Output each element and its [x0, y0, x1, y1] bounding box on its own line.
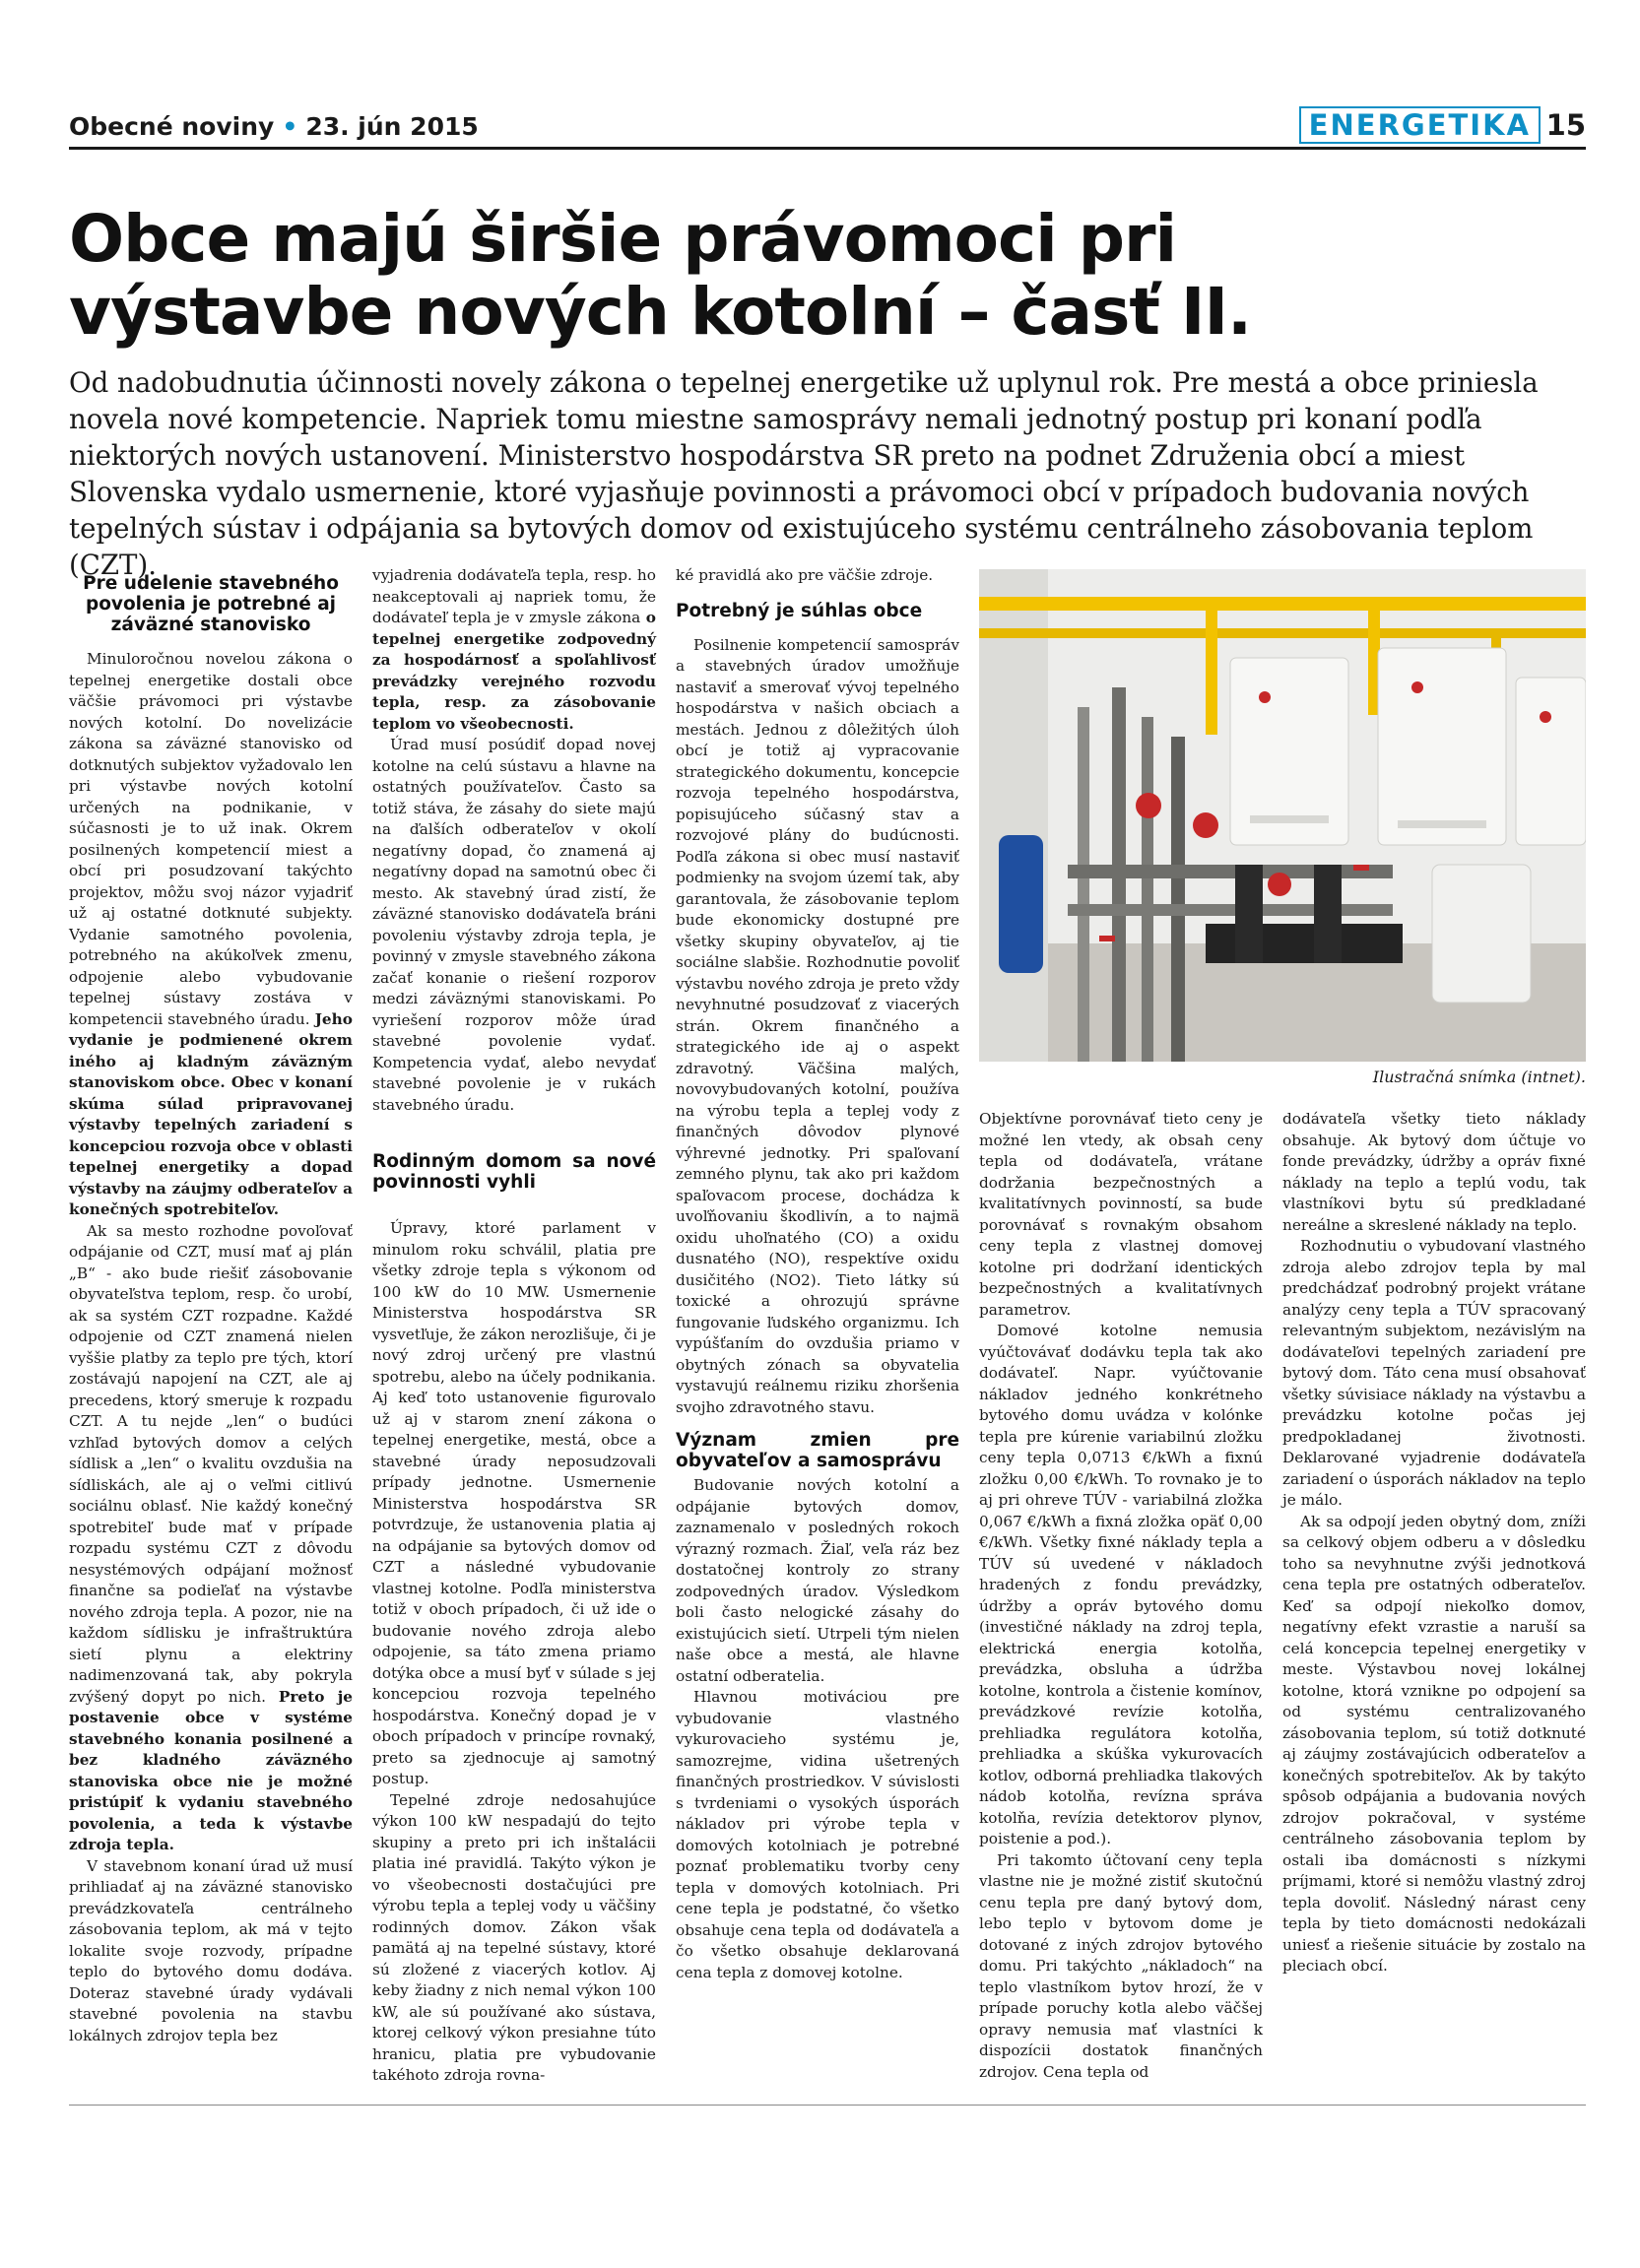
- headline-line-1: Obce majú širšie právomoci pri: [69, 201, 1177, 277]
- paragraph: Úrad musí posúdiť dopad novej kotolne na celú sústavu a hlavne na ostatných používateľov. Často sa totiž stáva, že zásahy do siete majú na ďalších odberateľov v okolí negatívny dopad, čo znamená aj negatívny dopad na samotnú obec či mesto. Ak stavebný úrad zistí, že záväzné stanovisko dodávateľa bráni povoleniu výstavby zdroja tepla, je povinný v zmysle stavebného zákona začať konanie o riešení rozporov medzi záväznými stanoviskami. Po vyriešení rozporov môže úrad stavebné povolenie vydať. Kompetencia vydať, alebo nevydať stavebné povolenie je v rukách stavebného úradu.: [372, 736, 656, 1114]
- newspaper-masthead: [69, 112, 479, 141]
- paragraph: Ak sa mesto rozhodne povoľovať odpájanie od CZT, musí mať aj plán „B“ - ako bude riešiť zásobovanie obyvateľstva teplom, resp. čo urobí, ak sa systém CZT rozpadne. Každé odpojenie od CZT znamená nielen vyššie platby za teplo pre tých, ktorí zostávajú napojení na CZT, ale aj precedens, ktorý smeruje k rozpadu CZT. A tu nejde „len“ o budúci vzhľad bytových domov a celých sídlisk a „len“ o kvalitu ovzdušia na sídliskách, ale aj o veľmi citlivú sociálnu oblasť. Nie každý konečný spotrebiteľ bude mať v prípade rozpadu systému CZT z dôvodu nesystémových odpájaní možnosť finančne sa podieľať na výstavbe nového zdroja tepla. A pozor, nie na každom sídlisku je infraštruktúra sietí plynu a elektriny nadimenzovaná tak, aby pokryla zvýšený dopyt po nich. Preto je postavenie obce v systéme stavebného konania posilnené a bez kladného záväzného stanoviska obce nie je možné pristúpiť k vydaniu stavebného povolenia, a teda k výstavbe zdroja tepla.: [69, 1221, 354, 1853]
- subhead-significance: Význam zmien pre obyvateľov a samosprávu: [676, 1430, 959, 1471]
- article-lead: Od nadobudnutia účinnosti novely zákona o tepelnej energetike už uplynul rok. Pre mestá a obce priniesla novela nové kompetencie. Napriek tomu miestne samosprávy nemali jednotný postup pri konaní podľa niektorých nových ustanovení. Ministerstvo hospodárstva SR preto na podnet Združenia obcí a miest Slovenska vydalo usmernenie, ktoré vyjasňuje povinnosti a právomoci obcí v prípadoch budovania nových tepelných sústav i odpájania sa bytových domov od existujúceho systému centrálneho zásobovania teplom (CZT).: [69, 366, 1539, 581]
- article-column-5: [1282, 1109, 1586, 1977]
- newspaper-name: Obecné noviny: [69, 112, 275, 141]
- paragraph: V stavebnom konaní úrad už musí prihliadať aj na záväzné stanovisko prevádzkovateľa centrálneho zásobovania teplom, ak má v tejto lokalite svoje rozvody, prípadne teplo do bytového domu dodáva. Doteraz stavebné úrady vydávali stavebné povolenia na stavbu lokálnych zdrojov tepla bez: [69, 1856, 353, 2044]
- emphasis: Preto je postavenie obce v systéme stavebného konania posilnené a bez kladného záväzného stanoviska obce nie je možné pristúpiť k vydaniu stavebného povolenia, a teda k výstavbe zdroja tepla.: [69, 1687, 354, 1853]
- paragraph: dodávateľa všetky tieto náklady obsahuje. Ak bytový dom účtuje vo fonde prevádzky, údržby a opráv fixné náklady na teplo a teplú vodu, tak vlastníkovi bytu sú predkladané nereálne a skreslené náklady na teplo.: [1282, 1110, 1586, 1234]
- subhead-municipal-consent: Potrebný je súhlas obce: [676, 600, 923, 621]
- separator-dot: •: [282, 112, 298, 141]
- paragraph: Úpravy, ktoré parlament v minulom roku schválil, platia pre všetky zdroje tepla s výkonom od 100 kW do 10 MW. Usmernenie Ministerstva hospodárstva SR vysvetľuje, že zákon nerozlišuje, či je nový zdroj určený pre vlastnú spotrebu, alebo na účely podnikania. Aj keď toto ustanovenie figurovalo už aj v starom znení zákona o tepelnej energetike, mestá, obce a stavebné úrady neposudzovali prípady jednotne. Usmernenie Ministerstva hospodárstva SR potvrdzuje, že ustanovenia platia aj na odpájanie sa bytových domov od CZT a následné vybudovanie vlastnej kotolne. Podľa ministerstva totiž v oboch prípadoch, či už ide o budovanie nového zdroja alebo odpojenie, sa táto zmena priamo dotýka obce a musí byť v súlade s jej koncepciou rozvoja tepelného hospodárstva. Konečný dopad je v oboch prípadoch v princípe rovnaký, preto sa zjednocuje aj samotný postup.: [372, 1219, 656, 1787]
- article-column-1: [69, 565, 353, 2046]
- paragraph: Posilnenie kompetencií samospráv a stavebných úradov umožňuje nastaviť a smerovať vývoj tepelného hospodárstva v našich obciach a mestách. Jednou z dôležitých úloh obcí je totiž aj vypracovanie strategického dokumentu, koncepcie rozvoja tepelného hospodárstva, popisujúceho súčasný stav a rozvojové plány do budúcnosti. Podľa zákona si obec musí nastaviť podmienky na svojom území tak, aby garantovala, že zásobovanie teplom bude ekonomicky dostupné pre všetky skupiny obyvateľov, aj tie sociálne slabšie. Rozhodnutie povoliť výstavbu nového zdroja je preto vždy nevyhnutné posudzovať z viacerých strán. Okrem finančného a strategického ide aj o aspekt zdravotný. Väčšina malých, novovybudovaných kotolní, používa na výrobu tepla a teplej vody z finančných dôvodov plynové výhrevné jednotky. Pri spaľovaní zemného plynu, tak ako pri každom spaľovacom procese, dochádza k uvoľňovaniu škodlivín, a to najmä oxidu uhoľnatého (CO) a oxidu dusnatého (NO), respektíve oxidu dusičitého (NO2). Tieto látky sú toxické a ohrozujú správne fungovanie ľudského organizmu. Ich vypúšťaním do ovzdušia priamo v obytných zónach sa obyvatelia vystavujú reálnemu riziku zhoršenia svojho zdravotného stavu.: [676, 635, 959, 1416]
- paragraph: ké pravidlá ako pre väčšie zdroje.: [676, 566, 934, 584]
- paragraph: Budovanie nových kotolní a odpájanie bytových domov, zaznamenalo v posledných rokoch výrazný rozmach. Žiaľ, veľa ráz bez dostatočnej kontroly zo strany zodpovedných úradov. Výsledkom boli často nelogické zásahy do existujúcich sietí. Utrpeli tým nielen naše obce a mestá, ale hlavne ostatní odberatelia.: [676, 1476, 959, 1685]
- paragraph: Rozhodnutiu o vybudovaní vlastného zdroja alebo zdrojov tepla by mal predchádzať podrobný projekt vrátane analýzy ceny tepla a TÚV spracovaný relevantným subjektom, nezávislým na dodávateľovi tepelných zariadení pre bytový dom. Táto cena musí obsahovať všetky súvisiace náklady na výstavbu a prevádzku kotolne počas jej predpokladanej životnosti. Deklarované vyjadrenie dodávateľa zariadení o úsporách nákladov na teplo je málo.: [1282, 1237, 1586, 1509]
- page-number: 15: [1545, 108, 1586, 142]
- emphasis: Jeho vydanie je podmienené okrem iného aj kladným záväzným stanoviskom obce. Obec v konaní skúma súlad pripravovanej výstavby tepelných zariadení s koncepciou rozvoja obce v oblasti tepelnej energetiky a dopad výstavby na záujmy odberateľov a konečných spotrebiteľov.: [69, 1009, 353, 1218]
- footer-divider: [69, 2105, 1586, 2106]
- boiler-room-illustration: [979, 569, 1586, 1062]
- emphasis: o tepelnej energetike zodpovedný za hospodárnosť a spoľahlivosť prevádzky verejného rozvodu tepla, resp. za zásobovanie teplom vo všeobecnosti.: [372, 609, 656, 733]
- paragraph: Minuloročnou novelou zákona o tepelnej energetike dostali obce väčšie právomoci pri výstavbe nových kotolní. Do novelizácie zákona sa záväzné stanovisko od dotknutých subjektov vyžadovalo len pri výstavbe nových kotolní určených na podnikanie, v súčasnosti je to už inak. Okrem posilnených kompetencií miest a obcí pri posudzovaní takýchto projektov, môžu svoj názor vyjadriť už aj ostatné dotknuté subjekty. Vydanie samotného povolenia, potrebného na akúkoľvek zmenu, odpojenie alebo vybudovanie tepelnej sústavy zostáva v kompetencii stavebného úradu. Jeho vydanie je podmienené okrem iného aj kladným záväzným stanoviskom obce. Obec v konaní skúma súlad pripravovanej výstavby tepelných zariadení s koncepciou rozvoja obce v oblasti tepelnej energetiky a dopad výstavby na záujmy odberateľov a konečných spotrebiteľov.: [69, 650, 353, 1218]
- issue-date: 23. jún 2015: [305, 112, 479, 141]
- article-column-3: [676, 565, 959, 1983]
- page-header: [69, 106, 1586, 150]
- article-column-2: [372, 565, 656, 2087]
- paragraph: Objektívne porovnávať tieto ceny je možné len vtedy, ak obsah ceny tepla od dodávateľa, vrátane dodržania bezpečnostných a kvalitatívnych povinností, sa bude porovnávať s rovnakým obsahom ceny tepla z vlastnej domovej kotolne pri dodržaní identických bezpečnostných a kvalitatívnych parametrov.: [979, 1110, 1263, 1319]
- article-headline: [69, 203, 1586, 349]
- paragraph: Hlavnou motiváciou pre vybudovanie vlastného vykurovacieho systému je, samozrejme, vidina ušetrených finančných prostriedkov. V súvislosti s tvrdeniami o vysokých úsporách nákladov pri výrobe tepla v domových kotolniach je potrebné poznať problematiku tvorby ceny tepla v domových kotolniach. Pri cene tepla je podstatné, čo všetko obsahuje cena tepla od dodávateľa a čo všetko obsahuje deklarovaná cena tepla z domovej kotolne.: [676, 1688, 959, 1981]
- paragraph: Tepelné zdroje nedosahujúce výkon 100 kW nespadajú do tejto skupiny a preto pri ich inštalácii platia iné pravidlá. Takýto výkon je vo všeobecnosti dostačujúci pre výrobu tepla a teplej vody u väčšiny rodinných domov. Zákon však pamätá aj na tepelné sústavy, ktoré sú zložené z viacerých kotlov. Aj keby žiadny z nich nemal výkon 100 kW, ale sú používané ako sústava, ktorej celkový výkon presiahne túto hranicu, platia pre vybudovanie takéhoto zdroja rovna-: [372, 1790, 656, 2084]
- paragraph: Ak sa odpojí jeden obytný dom, zníži sa celkový objem odberu a v dôsledku toho sa nevyhnutne zvýši jednotková cena tepla pre ostatných odberateľov. Keď sa odpojí niekoľko domov, negatívny efekt vzrastie a naruší sa celá koncepcia tepelnej energetiky v meste. Výstavbou novej lokálnej kotolne, ktorá vznikne po odpojení sa od systému centralizovaného zásobovania teplom, sú totiž dotknuté aj záujmy zostávajúcich odberateľov a konečných spotrebiteľov. Ak by takýto spôsob odpájania a budovania nových zdrojov pokračoval, v systéme centrálneho zásobovania teplom by ostali iba domácnosti s nízkymi príjmami, ktoré si nemôžu vlastný zdroj tepla dovoliť. Následný nárast ceny tepla by tieto domácnosti nedokázali uniesť a riešenie situácie by zostalo na pleciach obcí.: [1282, 1512, 1586, 1975]
- paragraph: vyjadrenia dodávateľa tepla, resp. ho neakceptovali aj napriek tomu, že dodávateľ tepla je v zmysle zákona o tepelnej energetike zodpovedný za hospodárnosť a spoľahlivosť prevádzky verejného rozvodu tepla, resp. za zásobovanie teplom vo všeobecnosti.: [372, 566, 656, 733]
- section-label: ENERGETIKA: [1299, 106, 1541, 144]
- headline-line-2: výstavbe nových kotolní – časť II.: [69, 274, 1252, 350]
- subhead-building-permit: Pre udelenie stavebného povolenia je potrebné aj záväzné stanovisko: [83, 573, 339, 635]
- boiler-room-photo: [979, 569, 1586, 1062]
- article-column-4: [979, 1109, 1263, 2083]
- paragraph: Pri takomto účtovaní ceny tepla vlastne nie je možné zistiť skutočnú cenu tepla pre daný bytový dom, lebo teplo v bytovom dome je dotované z iných zdrojov bytového domu. Pri takýchto „nákladoch“ na teplo vlastníkom bytov hrozí, že v prípade poruchy kotla alebo väčšej opravy nemusia mať vlastníci k dispozícii dostatok finančných zdrojov. Cena tepla od: [979, 1850, 1263, 2081]
- subhead-family-houses: Rodinným domom sa nové povinnosti vyhli: [372, 1151, 656, 1193]
- paragraph: Domové kotolne nemusia vyúčtovávať dodávku tepla tak ako dodávateľ. Napr. vyúčtovanie nákladov jedného konkrétneho bytového domu uvádza v kolónke tepla pre kúrenie variabilnú zložku ceny tepla 0,0713 €/kWh a fixnú zložku 0,00 €/kWh. To rovnako je to aj pri ohreve TÚV - variabilná zložka 0,067 €/kWh a fixná zložka opäť 0,00 €/kWh. Všetky fixné náklady tepla a TÚV sú uvedené v nákladoch hradených z fondu prevádzky, údržby a opráv bytového domu (investičné náklady na zdroj tepla, elektrická energia kotolňa, prevádzka, obsluha a údržba kotolne, kontrola a čistenie komínov, prevádzkové revízie kotolňa, prehliadka regulátora kotolňa, prehliadka a skúška vykurovacích kotlov, odborná prehliadka tlakových nádob kotolňa, revízna správa kotolňa, revízia detektorov plynov, poistenie a pod.).: [979, 1322, 1263, 1847]
- photo-caption: Ilustračná snímka (intnet).: [1372, 1068, 1586, 1086]
